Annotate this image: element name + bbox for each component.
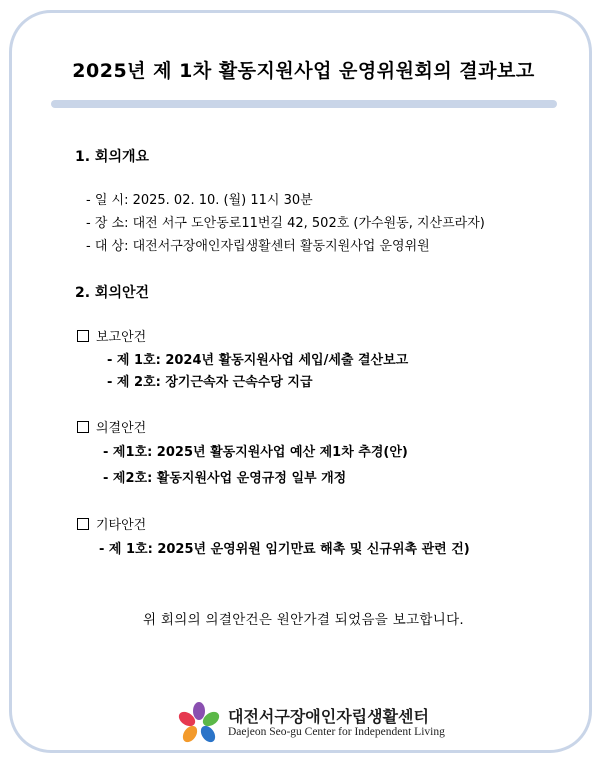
organization-name-english: Daejeon Seo-gu Center for Independent Living <box>228 725 445 738</box>
agenda-group-other <box>77 514 146 533</box>
meeting-place: - 장 소: 대전 서구 도안동로11번길 42, 502호 (가수원동, 지산프라자) <box>86 216 485 231</box>
hands-logo-icon <box>176 700 222 746</box>
title-divider <box>51 100 557 108</box>
section-heading-agenda: 2. 회의안건 <box>75 285 150 301</box>
agenda-group-label: 기타안건 <box>96 518 147 533</box>
organization-name-korean: 대전서구장애인자립생활센터 <box>228 706 429 726</box>
agenda-group-label: 보고안건 <box>96 330 147 345</box>
agenda-item: - 제2호: 활동지원사업 운영규정 일부 개정 <box>103 471 347 486</box>
meeting-target: - 대 상: 대전서구장애인자립생활센터 활동지원사업 운영위원 <box>86 239 430 254</box>
agenda-group-report <box>77 326 146 345</box>
agenda-item: - 제 1호: 2024년 활동지원사업 세입/세출 결산보고 <box>107 353 409 368</box>
agenda-group-resolution <box>77 417 146 436</box>
document-title: 2025년 제 1차 활동지원사업 운영위원회의 결과보고 <box>72 60 535 82</box>
agenda-group-label: 의결안건 <box>96 421 147 436</box>
agenda-item: - 제1호: 2025년 활동지원사업 예산 제1차 추경(안) <box>103 445 408 460</box>
checkbox-square-icon <box>77 330 89 342</box>
checkbox-square-icon <box>77 421 89 433</box>
closing-statement: 위 회의의 의결안건은 원안가결 되었음을 보고합니다. <box>142 612 465 628</box>
agenda-item: - 제 1호: 2025년 운영위원 임기만료 해촉 및 신규위촉 관련 건) <box>99 542 470 557</box>
checkbox-square-icon <box>77 518 89 530</box>
section-heading-overview: 1. 회의개요 <box>75 149 150 165</box>
organization-logo <box>176 700 445 746</box>
meeting-date: - 일 시: 2025. 02. 10. (월) 11시 30분 <box>86 193 313 208</box>
agenda-item: - 제 2호: 장기근속자 근속수당 지급 <box>107 375 313 390</box>
